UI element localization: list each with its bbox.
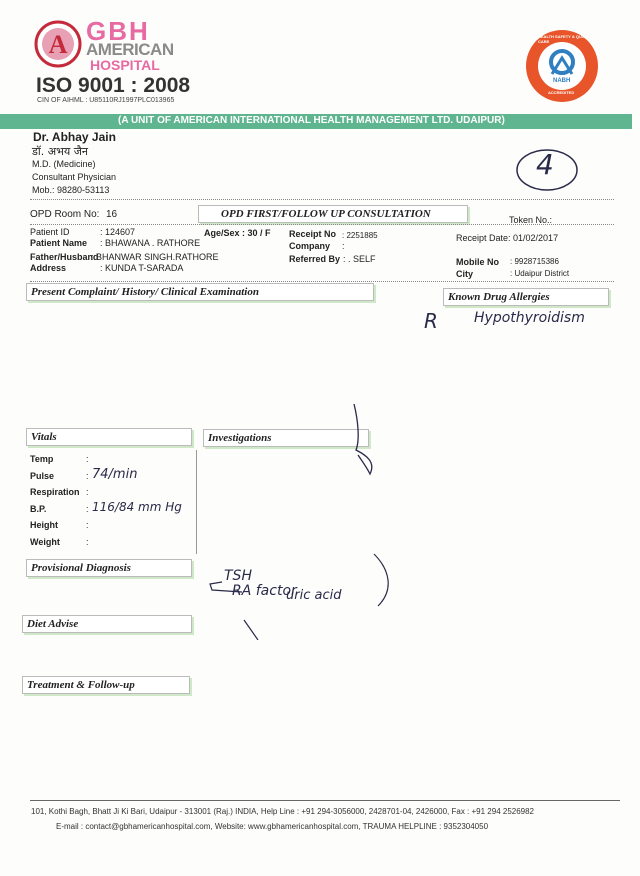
logo-name-line1: AMERICAN bbox=[86, 40, 174, 59]
token-handwritten: 4 bbox=[536, 148, 554, 181]
patient-id-value: : 124607 bbox=[100, 227, 136, 237]
vital-bp-label: B.P. bbox=[30, 504, 47, 514]
company-label: Company bbox=[289, 241, 331, 251]
patient-name-value: : BHAWANA . RATHORE bbox=[100, 238, 201, 248]
vital-bp-colon: : bbox=[86, 504, 89, 514]
vital-height-label: Height bbox=[30, 520, 58, 530]
address-label: Address bbox=[30, 263, 67, 273]
divider bbox=[30, 281, 614, 282]
vital-weight-label: Weight bbox=[30, 537, 60, 547]
seal-mid-text: NABH bbox=[553, 78, 571, 84]
vital-height-colon: : bbox=[86, 520, 89, 530]
age-sex: Age/Sex : 30 / F bbox=[204, 228, 271, 238]
logo-emblem bbox=[34, 20, 82, 68]
doctor-name-hindi: डॉ. अभय जैन bbox=[32, 145, 89, 158]
diet-section-label: Diet Advise bbox=[22, 615, 192, 633]
vital-pulse-label: Pulse bbox=[30, 471, 55, 481]
doctor-mobile: Mob.: 98280-53113 bbox=[32, 185, 110, 195]
column-divider bbox=[196, 450, 197, 554]
referred-value: : . SELF bbox=[343, 254, 376, 264]
receipt-date: Receipt Date: 01/02/2017 bbox=[456, 233, 559, 243]
form-title-box bbox=[198, 205, 468, 223]
vital-pulse-value: 74/min bbox=[92, 467, 138, 482]
city-value: : Udaipur District bbox=[510, 269, 570, 278]
vitals-section-label: Vitals bbox=[26, 428, 192, 446]
doctor-name: Dr. Abhay Jain bbox=[33, 130, 116, 144]
seal-bottom-text: ACCREDITED bbox=[548, 90, 575, 95]
father-value: : BHANWAR SINGH.RATHORE bbox=[91, 252, 219, 262]
city-label: City bbox=[456, 269, 474, 279]
footer-address: 101, Kothi Bagh, Bhatt Ji Ki Bari, Udaipur - 313001 (Raj.) INDIA, Help Line : +91 294-3056000, 2428701-04, 2426000, Fax : +91 294 2526982 bbox=[31, 807, 535, 816]
handwritten-bracket bbox=[346, 400, 386, 480]
doctor-title: Consultant Physician bbox=[32, 172, 117, 182]
vital-bp-value: 116/84 mm Hg bbox=[92, 500, 182, 514]
allergy-note: Hypothyroidism bbox=[474, 310, 585, 326]
vital-temp-colon: : bbox=[86, 454, 89, 464]
vital-weight-colon: : bbox=[86, 537, 89, 547]
vital-respiration-colon: : bbox=[86, 487, 89, 497]
footer-rule bbox=[30, 800, 620, 801]
vital-respiration-label: Respiration bbox=[30, 487, 80, 497]
nabh-seal bbox=[524, 28, 600, 104]
complaint-section-label: Present Complaint/ History/ Clinical Examination bbox=[26, 283, 374, 301]
investigation-item: uric acid bbox=[286, 588, 342, 603]
doctor-degree: M.D. (Medicine) bbox=[32, 159, 96, 169]
footer-contact: E-mail : contact@gbhamericanhospital.com, Website: www.gbhamericanhospital.com, TRAUMA HELPLINE : 9352304050 bbox=[56, 822, 489, 831]
patient-id-label: Patient ID bbox=[30, 227, 70, 237]
referred-label: Referred By bbox=[289, 254, 341, 264]
father-label: Father/Husband bbox=[30, 252, 99, 262]
svg-text:A: A bbox=[48, 30, 68, 59]
opd-room-label: OPD Room No: bbox=[30, 209, 100, 220]
token-label: Token No.: bbox=[509, 215, 553, 225]
mobile-label: Mobile No bbox=[456, 257, 499, 267]
rx-mark: R bbox=[424, 309, 438, 333]
provisional-section-label: Provisional Diagnosis bbox=[26, 559, 192, 577]
opd-room-value: 16 bbox=[106, 209, 118, 220]
treatment-section-label: Treatment & Follow-up bbox=[22, 676, 190, 694]
divider bbox=[30, 199, 614, 200]
receipt-no-label: Receipt No bbox=[289, 229, 337, 239]
investigation-item: RA factor bbox=[232, 583, 297, 599]
divider bbox=[30, 224, 614, 225]
vital-pulse-colon: : bbox=[86, 471, 89, 481]
seal-top-text: HEALTH SAFETY & QUALITY CARE bbox=[538, 34, 594, 44]
vital-temp-label: Temp bbox=[30, 454, 54, 464]
banner-text: (A UNIT OF AMERICAN INTERNATIONAL HEALTH MANAGEMENT LTD. UDAIPUR) bbox=[118, 115, 505, 126]
form-title: OPD FIRST/FOLLOW UP CONSULTATION bbox=[221, 208, 431, 220]
investigation-item: TSH bbox=[224, 568, 252, 584]
patient-name-label: Patient Name bbox=[30, 238, 88, 248]
logo-name-line2: HOSPITAL bbox=[90, 57, 160, 73]
allergies-section-label: Known Drug Allergies bbox=[443, 288, 609, 306]
mobile-value: : 9928715386 bbox=[510, 257, 559, 266]
address-value: : KUNDA T-SARADA bbox=[100, 263, 184, 273]
investigations-section-label: Investigations bbox=[203, 429, 369, 447]
header-banner bbox=[0, 114, 632, 129]
receipt-no-value: : 2251885 bbox=[342, 231, 378, 240]
company-value: : bbox=[342, 241, 345, 251]
logo-brand: GBH bbox=[86, 16, 150, 46]
iso-label: ISO 9001 : 2008 bbox=[36, 74, 191, 97]
handwritten-braces bbox=[198, 550, 398, 640]
cin-label: CIN OF AIHML : U85110RJ1997PLC013965 bbox=[37, 97, 175, 104]
